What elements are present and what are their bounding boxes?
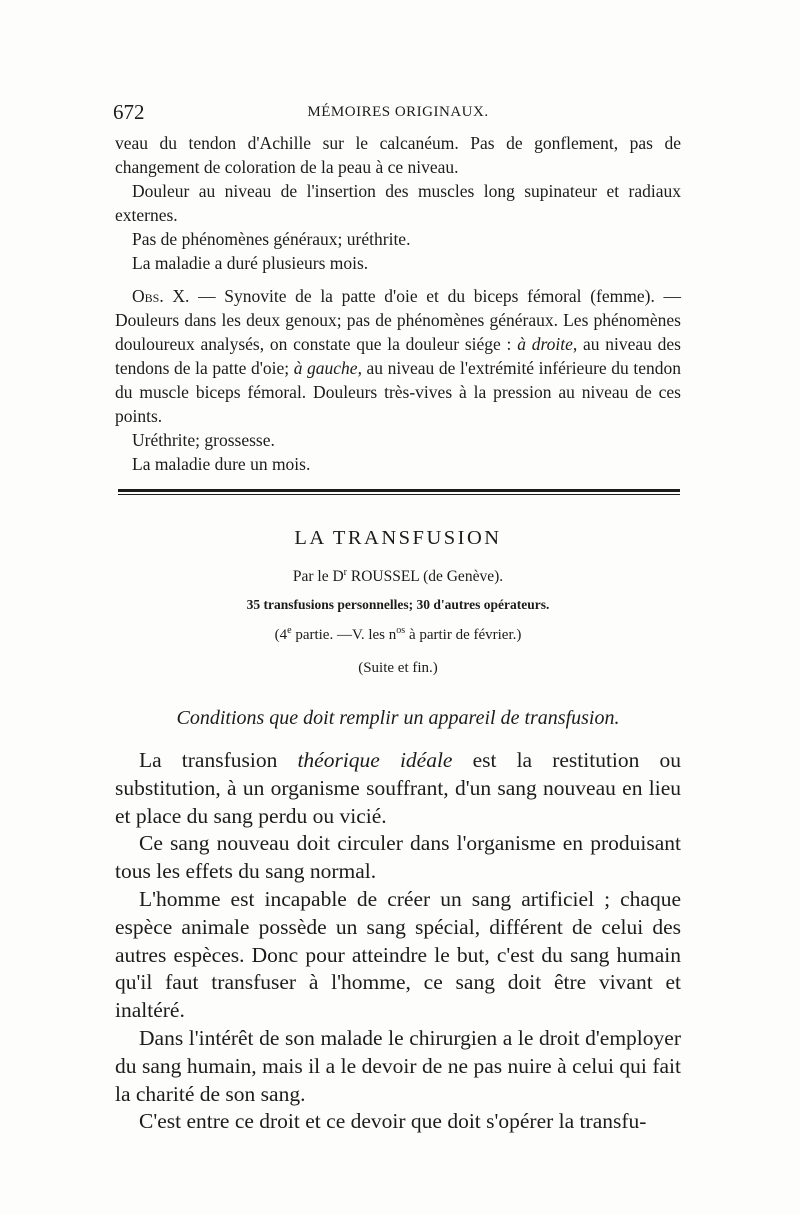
- paragraph: Pas de phénomènes généraux; uréthrite.: [132, 229, 411, 249]
- page-header: [113, 100, 683, 124]
- section-divider: [118, 489, 680, 492]
- suite-note: (Suite et fin.): [358, 660, 438, 676]
- paragraph: Dans l'intérêt de son malade le chirurgien a le droit d'employer du sang humain, mais il a le devoir de ne pas nuire à celui qui fait la charité de son sang.: [115, 1025, 681, 1106]
- observation-continued: [115, 131, 681, 275]
- part-sup: e: [287, 625, 292, 636]
- page-number: 672: [113, 100, 145, 124]
- obs-italic: à droite: [517, 334, 573, 354]
- part-sup: os: [396, 625, 406, 636]
- byline-text: ROUSSEL (de Genève).: [347, 568, 504, 586]
- part-text: à partir de février.): [405, 627, 522, 643]
- paragraph: Uréthrite; grossesse.: [132, 430, 275, 450]
- obs-text: — Synovite de la patte d'oie et du biceps fémoral (femme). — Douleurs dans les deux genoux; pas de phénomènes généraux. Les phénomènes douloureux analysés, on constate que la douleur siége :: [115, 286, 681, 354]
- obs-italic: à gauche: [293, 358, 358, 378]
- body-text: est la restitution ou substitution, à un organisme souffrant, d'un sang nouveau en lieu et place du sang perdu ou vicié.: [115, 748, 681, 828]
- obs-text: , au niveau de l'extrémité inférieure du tendon du muscle biceps fémoral. Douleurs très-vives à la pression au niveau de ces points.: [115, 358, 681, 426]
- paragraph: Ce sang nouveau doit circuler dans l'organisme en produisant tous les effets du sang normal.: [115, 831, 681, 884]
- section-subheading: Conditions que doit remplir un appareil de transfusion.: [176, 707, 620, 729]
- obs-label: Obs. X.: [132, 286, 190, 306]
- paragraph: La maladie dure un mois.: [132, 454, 311, 474]
- obs-text: , au niveau des tendons de la patte d'oie;: [115, 334, 681, 378]
- paragraph: C'est entre ce droit et ce devoir que doit s'opérer la transfu-: [139, 1109, 647, 1134]
- body-text: La transfusion: [139, 748, 298, 772]
- paragraph: La maladie a duré plusieurs mois.: [132, 253, 369, 273]
- paragraph: Douleur au niveau de l'insertion des muscles long supinateur et radiaux externes.: [115, 181, 681, 225]
- article-byline: [115, 567, 681, 586]
- paragraph: [115, 747, 681, 830]
- part-text: partie. —V. les n: [291, 627, 397, 643]
- body-italic: théorique idéale: [297, 748, 453, 772]
- part-note: [115, 625, 681, 644]
- paragraph: veau du tendon d'Achille sur le calcanéum. Pas de gonflement, pas de changement de coloration de la peau à ce niveau.: [115, 133, 681, 177]
- transfusion-count: 35 transfusions personnelles; 30 d'autres opérateurs.: [246, 597, 550, 612]
- running-title: MÉMOIRES ORIGINAUX.: [307, 104, 489, 120]
- paragraph: L'homme est incapable de créer un sang artificiel ; chaque espèce animale possède un sang spécial, différent de celui des autres espèces. Donc pour atteindre le but, c'est du sang humain qu'il faut transfuser à l'homme, ce sang doit être vivant et inaltéré.: [115, 886, 681, 1023]
- byline-sup: r: [343, 567, 347, 578]
- article-title: LA TRANSFUSION: [294, 527, 502, 549]
- article-body: [115, 747, 681, 1136]
- observation-x: [115, 284, 681, 476]
- section-divider: [118, 494, 680, 495]
- part-text: (4: [274, 627, 288, 643]
- paragraph: [115, 284, 681, 428]
- byline-text: Par le D: [292, 568, 344, 586]
